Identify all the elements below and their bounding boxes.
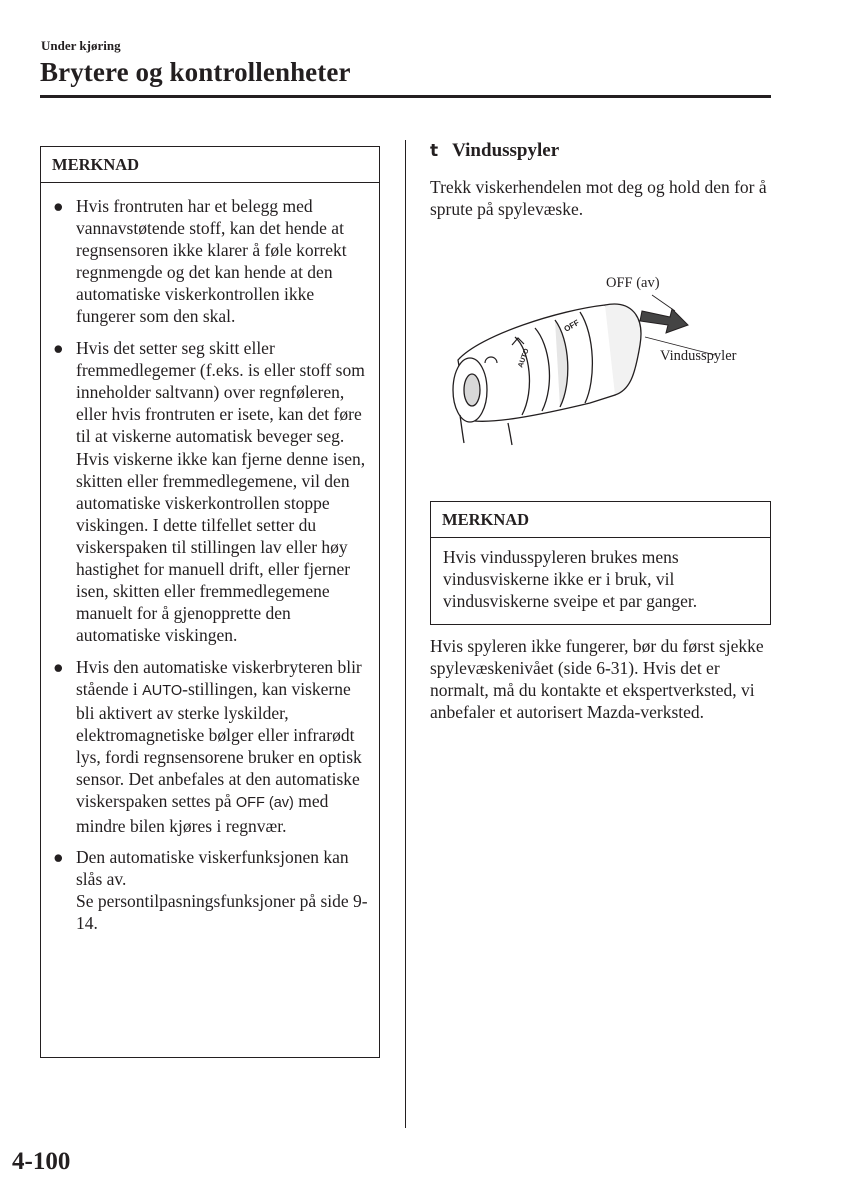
note-text: Hvis det setter seg skitt eller fremmedlegemer (f.eks. is eller stoff som inneholder saltvann) over regnføleren, eller hvis frontruten er isete, kan det føre til at viskerne automatisk beveger seg. Hvis viskerne ikke kan fjerne denne isen, skitten eller fremmedlegemene, vil den automatiske viskerkontrollen stoppe viskingen. I dette tilfellet setter du viskerspaken til stillingen lav eller høy hastighet for manuell drift, eller fjerner isen, skitten eller fremmedlegemene manuelt for å gjenopprette den automatiske viskingen. xyxy=(76,338,366,646)
note-list xyxy=(41,183,379,935)
stalk-label-off: OFF xyxy=(562,317,581,334)
list-item xyxy=(41,846,379,934)
page-title: Brytere og kontrollenheter xyxy=(40,57,351,87)
section-label: Under kjøring xyxy=(41,38,121,53)
note-text: Hvis frontruten har et belegg med vannavstøtende stoff, kan det hende at regnsensoren ikke klarer å føle korrekt regnmengde og det kan hende at den automatiske viskerkontrollen ikke fungerer som den skal. xyxy=(76,196,347,327)
bullet-icon: ● xyxy=(53,196,64,216)
pull-arrow xyxy=(640,309,688,333)
bullet-icon: ● xyxy=(53,847,64,868)
stalk-label-auto: AUTO xyxy=(517,347,531,369)
subheading xyxy=(430,140,559,162)
list-item xyxy=(41,195,379,328)
list-item xyxy=(41,337,379,646)
note-heading: MERKNAD xyxy=(431,502,770,538)
note-box-left xyxy=(40,146,380,1058)
bullet-icon: ● xyxy=(53,656,64,677)
note-heading: MERKNAD xyxy=(41,147,379,183)
subheading-text: Vindusspyler xyxy=(452,140,560,161)
note-text: Den automatiske viskerfunksjonen kan slås av. xyxy=(76,847,349,890)
section-marker: t xyxy=(430,141,439,161)
figure-label-washer: Vindusspyler xyxy=(660,348,737,364)
note-box-right xyxy=(430,501,771,625)
off-code: OFF (av) xyxy=(235,795,294,812)
auto-code: AUTO xyxy=(142,682,183,699)
list-item xyxy=(41,656,379,837)
bullet-icon: ● xyxy=(53,338,64,359)
column-divider xyxy=(405,140,406,1128)
note-text: Hvis den automatiske viskerbryteren blir stående i xyxy=(76,656,362,699)
note-text: Se persontilpasningsfunksjoner på side 9-14. xyxy=(76,891,368,934)
note-text: med mindre bilen kjøres i regnvær. xyxy=(76,791,329,836)
note-text: Hvis vindusspyleren brukes mens vindusviskerne ikke er i bruk, vil vindusviskerne sveipe et par ganger. xyxy=(443,547,698,612)
figure-label-off: OFF (av) xyxy=(606,275,660,291)
intro-paragraph: Trekk viskerhendelen mot deg og hold den for å sprute på spylevæske. xyxy=(430,177,767,220)
washer-paragraph: Hvis spyleren ikke fungerer, bør du først sjekke spylevæskenivået (side 6-31). Hvis det er normalt, må du kontakte et ekspertverksted, vi anbefaler et autorisert Mazda-verksted. xyxy=(430,636,764,723)
title-rule xyxy=(40,95,771,98)
page-number: 4-100 xyxy=(12,1148,71,1175)
note-text: -stillingen, kan viskerne bli aktivert av sterke lyskilder, elektromagnetiske bølger eller infrarødt lys, fordi regnsensorene bruker en optisk sensor. Det anbefales at den automatiske viskerspaken settes på xyxy=(76,678,362,812)
